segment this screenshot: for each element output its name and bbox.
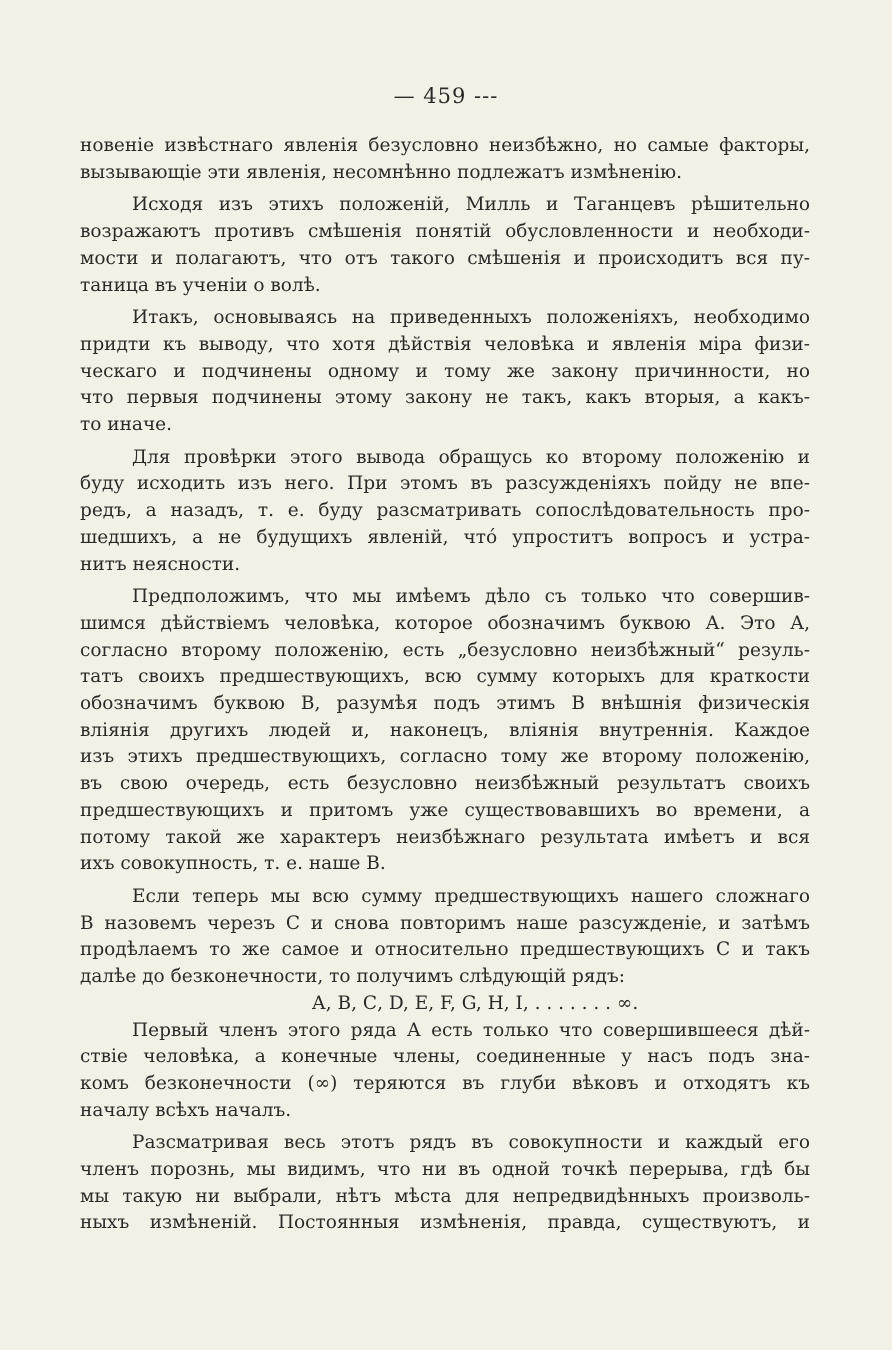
text-line: изъ этихъ предшествующихъ, согласно тому же второму положенію, xyxy=(80,746,810,768)
text-line: въ свою очередь, есть безусловно неизбѣжный результатъ своихъ xyxy=(80,773,810,795)
text-line: Разсматривая весь этотъ рядъ въ совокупности и каждый его xyxy=(132,1132,810,1154)
paragraph-2 xyxy=(80,192,810,299)
paragraph-3 xyxy=(80,305,810,439)
paragraph-4 xyxy=(80,445,810,579)
paragraph-7 xyxy=(80,1018,810,1125)
text-line: шедшихъ, а не будущихъ явленій, что́ упроститъ вопросъ и устра- xyxy=(80,526,810,548)
text-line: Если теперь мы всю сумму предшествующихъ нашего сложнаго xyxy=(132,885,810,907)
text-line: Для провѣрки этого вывода обращусь ко второму положенію и xyxy=(132,446,810,468)
text-line: ихъ совокупность, т. е. наше В. xyxy=(80,853,386,875)
paragraph-6 xyxy=(80,884,810,1018)
text-line: редъ, а назадъ, т. е. буду разсматривать сопослѣдовательность про- xyxy=(80,500,810,522)
text-line: Первый членъ этого ряда А есть только что совершившееся дѣй- xyxy=(132,1019,810,1041)
text-line: началу всѣхъ началъ. xyxy=(80,1099,292,1121)
text-line: В назовемъ черезъ С и снова повторимъ наше разсужденіе, и затѣмъ xyxy=(80,912,810,934)
page-number: — 459 --- xyxy=(393,84,499,108)
text-line: мости и полагаютъ, что отъ такого смѣшенія и происходитъ вся пу- xyxy=(80,247,810,269)
series-formula: А, В, С, D, Е, F, G, Н, I, . . . . . . . ∞. xyxy=(311,992,639,1014)
text-line: Итакъ, основываясь на приведенныхъ положеніяхъ, необходимо xyxy=(132,307,810,329)
text-line: комъ безконечности (∞) теряются въ глуби вѣковъ и отходятъ къ xyxy=(80,1072,810,1094)
paragraph-5 xyxy=(80,584,810,878)
text-line: продѣлаемъ то же самое и относительно предшествующихъ С и такъ xyxy=(80,939,810,961)
text-line: таница въ ученіи о волѣ. xyxy=(80,274,321,296)
text-line: ческаго и подчинены одному и тому же закону причинности, но xyxy=(80,360,810,382)
text-line: буду исходить изъ него. При этомъ въ разсужденіяхъ пойду не впе- xyxy=(80,473,810,495)
text-line: Предположимъ, что мы имѣемъ дѣло съ только что совершив- xyxy=(132,586,810,608)
text-line: мы такую ни выбрали, нѣтъ мѣста для непредвидѣнныхъ произволь- xyxy=(80,1185,810,1207)
text-line: возражаютъ противъ смѣшенія понятій обусловленности и необходи- xyxy=(80,221,810,243)
text-line: согласно второму положенію, есть „безусловно неизбѣжный“ резуль- xyxy=(80,639,810,661)
body-text xyxy=(80,133,810,1237)
text-line: вызывающіе эти явленія, несомнѣнно подлежатъ измѣненію. xyxy=(80,161,683,183)
paragraph-8 xyxy=(80,1130,810,1237)
text-line: членъ порознь, мы видимъ, что ни въ одной точкѣ перерыва, гдѣ бы xyxy=(80,1159,810,1181)
text-line: потому такой же характеръ неизбѣжнаго результата имѣетъ и вся xyxy=(80,826,810,848)
text-line: ныхъ измѣненій. Постоянныя измѣненія, правда, существуютъ, и xyxy=(80,1212,810,1234)
text-line: далѣе до безконечности, то получимъ слѣдующій рядъ: xyxy=(80,966,625,988)
text-line: татъ своихъ предшествующихъ, всю сумму которыхъ для краткости xyxy=(80,666,810,688)
text-line: нитъ неясности. xyxy=(80,553,241,575)
text-line: что первыя подчинены этому закону не такъ, какъ вторыя, а какъ- xyxy=(80,387,810,409)
text-line: Исходя изъ этихъ положеній, Милль и Таганцевъ рѣшительно xyxy=(132,194,810,216)
text-line: вліянія другихъ людей и, наконецъ, вліянія внутреннія. Каждое xyxy=(80,719,810,741)
text-line: новеніе извѣстнаго явленія безусловно неизбѣжно, но самые факторы, xyxy=(80,135,810,156)
text-line: шимся дѣйствіемъ человѣка, которое обозначимъ буквою А. Это А, xyxy=(80,612,810,634)
text-line: ствіе человѣка, а конечные члены, соединенные у насъ подъ зна- xyxy=(80,1046,810,1068)
text-line: обозначимъ буквою В, разумѣя подъ этимъ В внѣшнія физическія xyxy=(80,693,810,715)
text-line: придти къ выводу, что хотя дѣйствія человѣка и явленія міра физи- xyxy=(80,333,810,355)
text-line: то иначе. xyxy=(80,414,173,436)
paragraph-1 xyxy=(80,133,810,186)
text-line: предшествующихъ и притомъ уже существовавшихъ во времени, а xyxy=(80,799,810,821)
